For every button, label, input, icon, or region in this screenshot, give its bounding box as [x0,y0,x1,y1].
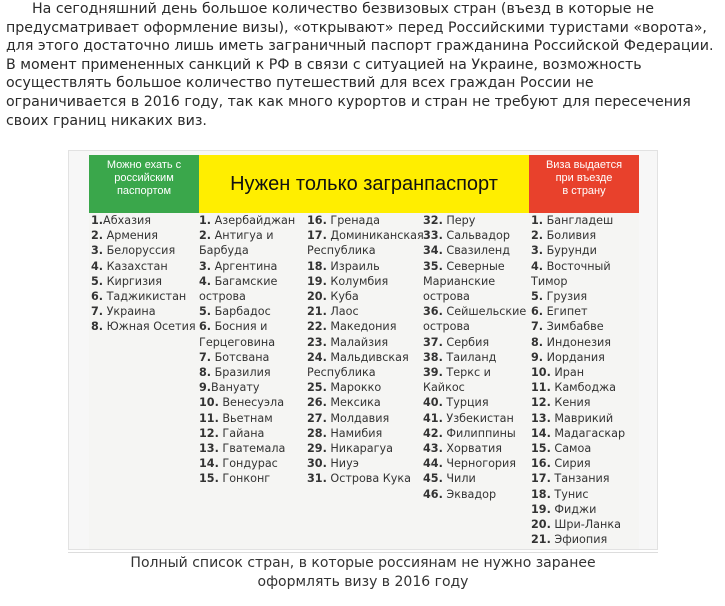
country-name: Перу [442,214,476,227]
country-list-item [307,335,424,350]
country-name: Черногория [442,457,517,471]
country-list-item [423,365,526,380]
country-number: 15. [531,442,551,456]
country-list-item [423,471,526,486]
country-number: 7. [531,320,544,334]
country-name: Таиланд [442,350,497,364]
country-number: 32. [423,214,443,227]
country-number: 11. [199,411,219,425]
country-list-item [531,532,625,547]
country-name: Доминиканская [326,229,424,243]
country-list-item [423,289,526,304]
column-visa-on-arrival [531,213,625,547]
country-number: 39. [423,366,443,380]
country-name: Мексика [326,396,381,410]
country-list-item [531,426,625,441]
country-name: Бангладеш [543,214,614,227]
country-name: Чили [442,472,476,486]
country-number: 18. [307,259,327,273]
country-list-item [307,213,424,228]
country-list-item [531,365,625,380]
country-list-item [307,274,424,289]
country-number: 44. [423,457,443,471]
country-number: 5. [91,274,104,288]
intro-line: своих границ никаких виз. [6,112,207,129]
country-number: 42. [423,426,443,440]
country-name: Республика [307,244,376,258]
country-list-item [307,243,424,258]
country-name: Украина [103,305,156,319]
country-list-item [423,350,526,365]
country-name: Азербайджан [211,214,296,227]
country-number: 5. [199,305,212,319]
country-number: 31. [307,472,327,486]
country-number: 7. [91,305,104,319]
country-list-item [423,380,526,395]
image-caption [68,554,658,592]
country-name: Гайана [218,426,265,440]
country-number: 1. [531,214,544,227]
country-list-item [307,380,424,395]
country-number: 13. [531,411,551,425]
country-list-item [423,274,526,289]
country-list-item [531,304,625,319]
country-number: 22. [307,320,327,334]
country-list-item [199,243,295,258]
country-list-item [199,456,295,471]
country-number: 10. [531,366,551,380]
country-name: Сейшельские [442,305,527,319]
country-name: Египет [543,305,588,319]
country-number: 41. [423,411,443,425]
country-list-item [199,259,295,274]
country-name: Сальвадор [442,229,510,243]
country-number: 13. [199,442,219,456]
country-list-item [423,411,526,426]
header-passport-only [199,155,529,213]
column-passport-1 [199,213,295,487]
country-number: 18. [531,487,551,501]
country-name: Марианские [423,274,496,288]
country-number: 40. [423,396,443,410]
country-list-item [423,228,526,243]
country-list-item [307,456,424,471]
country-number: 16. [307,214,327,227]
country-number: 12. [199,426,219,440]
country-number: 4. [199,274,212,288]
country-list-item [531,350,625,365]
country-list-item [423,304,526,319]
country-list-item [307,441,424,456]
country-number: 19. [531,502,551,516]
country-list-item [307,259,424,274]
country-number: 8. [531,335,544,349]
country-number: 3. [531,244,544,258]
country-name: Танзания [550,472,610,486]
country-name: Свазиленд [442,244,510,258]
country-list-item [199,471,295,486]
intro-line: предусматривает оформление визы), «открывают» перед Российскими туристами «ворота», [6,19,707,36]
country-name: Барбуда [199,244,249,258]
country-number: 6. [531,305,544,319]
country-list-item [199,335,295,350]
country-name: Боливия [543,229,597,243]
country-list-item [531,274,625,289]
column-no-passport [91,213,196,335]
country-name: Венесуэла [218,396,285,410]
country-name: Камбоджа [550,381,617,395]
country-list-item [423,456,526,471]
country-name: Никарагуа [326,442,393,456]
country-number: 14. [531,426,551,440]
country-list-item [91,274,196,289]
country-number: 33. [423,229,443,243]
country-name: Сирия [550,457,591,471]
country-number: 21. [307,305,327,319]
country-name: Гонконг [218,472,271,486]
country-list-item [91,319,196,334]
header-yellow-text: Нужен только загранпаспорт [230,173,498,195]
country-number: 15. [199,472,219,486]
country-name: Эфиопия [550,533,608,547]
country-number: 11. [531,381,551,395]
country-list-item [531,243,625,258]
country-name: Шри-Ланка [550,518,621,532]
country-name: Филиппины [442,426,516,440]
country-name: Таджикистан [103,290,187,304]
country-name: острова [423,320,470,334]
country-name: Самоа [550,442,592,456]
country-list-item [531,411,625,426]
country-list-item [531,502,625,517]
country-list-item [423,395,526,410]
country-name: Зимбабве [543,320,604,334]
country-name: Южная Осетия [103,320,196,334]
intro-line: ограничивается в 2016 году, так как много курортов и стран не требуют для пересечения [6,93,691,110]
country-name: Индонезия [543,335,612,349]
country-number: 38. [423,350,443,364]
country-number: 3. [91,244,104,258]
country-list-item [199,365,295,380]
country-list-item [531,441,625,456]
country-name: Багамские [211,274,278,288]
country-name: Фиджи [550,502,597,516]
country-name: Македония [326,320,397,334]
country-name: Турция [442,396,489,410]
country-number: 20. [307,290,327,304]
country-number: 12. [531,396,551,410]
country-name: Намибия [326,426,383,440]
country-name: Восточный [543,259,611,273]
country-list-item [531,289,625,304]
country-number: 1. [199,214,212,227]
country-name: Кайкос [423,381,465,395]
country-number: 27. [307,411,327,425]
country-number: 24. [307,350,327,364]
country-list-item [199,274,295,289]
country-number: 45. [423,472,443,486]
country-list-item [531,395,625,410]
country-number: 9. [531,350,544,364]
country-list-item [91,243,196,258]
country-name: Кения [550,396,591,410]
country-list-item [423,487,526,502]
country-name: Куба [326,290,359,304]
header-red-line: в страну [562,185,606,197]
caption-line: оформлять визу в 2016 году [257,574,469,590]
country-number: 30. [307,457,327,471]
country-name: Тимор [531,274,568,288]
country-name: Тунис [550,487,589,501]
country-name: Ботсвана [211,350,270,364]
country-number: 7. [199,350,212,364]
country-list-item [531,471,625,486]
country-list-item [423,441,526,456]
intro-line: для этого достаточно лишь иметь заграничный паспорт гражданина Российской Федерации. [6,38,714,55]
country-list-item [531,259,625,274]
country-list-item [199,228,295,243]
country-list-item [531,456,625,471]
country-name: Марокко [326,381,382,395]
country-list-item [531,319,625,334]
country-list-item [307,411,424,426]
country-name: Ниуэ [326,457,359,471]
country-list-item [199,289,295,304]
country-name: острова [199,290,246,304]
country-list-item [91,213,196,228]
country-number: 26. [307,396,327,410]
country-name: Гватемала [218,442,286,456]
country-list-item [423,213,526,228]
country-number: 19. [307,274,327,288]
country-name: Бразилия [211,366,271,380]
country-number: 43. [423,442,443,456]
country-name: Теркс и [442,366,491,380]
country-name: Армения [103,229,158,243]
country-number: 37. [423,335,443,349]
country-number: 21. [531,533,551,547]
country-list-item [531,213,625,228]
intro-paragraph [6,0,720,130]
country-list-item [531,335,625,350]
country-list-item [199,426,295,441]
country-number: 29. [307,442,327,456]
country-name: Барбадос [211,305,271,319]
country-list-item [199,304,295,319]
country-name: Бурунди [543,244,597,258]
country-name: Белоруссия [103,244,176,258]
country-number: 8. [91,320,104,334]
country-list-item [199,319,295,334]
country-name: Мадагаскар [550,426,626,440]
country-name: Иордания [543,350,605,364]
country-list-item [91,289,196,304]
country-number: 28. [307,426,327,440]
country-number: 2. [199,229,212,243]
country-list-item [307,304,424,319]
country-name: Вьетнам [218,411,273,425]
country-number: 3. [199,259,212,273]
country-name: Колумбия [326,274,389,288]
visa-table-image [68,150,658,550]
country-number: 8. [199,366,212,380]
country-name: Северные [442,259,505,273]
header-no-passport-needed [89,155,199,213]
column-passport-3 [423,213,526,502]
country-list-item [307,289,424,304]
country-list-item [199,395,295,410]
country-name: Эквадор [442,487,497,501]
visa-table [89,155,639,549]
country-name: Гондурас [218,457,278,471]
country-name: Малайзия [326,335,389,349]
country-name: Герцеговина [199,335,276,349]
country-name: Босния и [211,320,268,334]
country-list-item [307,228,424,243]
country-name: Гренада [326,214,380,227]
country-number: 20. [531,518,551,532]
country-number: 25. [307,381,327,395]
country-list-item [423,319,526,334]
country-number: 14. [199,457,219,471]
country-list-item [423,259,526,274]
country-number: 1. [91,214,104,227]
country-list-item [91,259,196,274]
header-green-line: паспортом [116,185,172,197]
country-list-item [307,471,424,486]
header-red-line: Виза выдается [545,159,623,171]
country-list-item [199,350,295,365]
intro-line: На сегодняшний день большое количество безвизовых стран (въезд в которые не [32,1,654,17]
country-name: Хорватия [442,442,502,456]
country-list-item [199,213,295,228]
country-list-item [91,228,196,243]
country-list-item [307,319,424,334]
country-name: острова [423,290,470,304]
country-list-item [531,380,625,395]
country-number: 23. [307,335,327,349]
country-name: Лаос [326,305,359,319]
country-name: Острова Кука [326,472,411,486]
country-list-item [91,304,196,319]
country-list-item [199,441,295,456]
country-number: 17. [531,472,551,486]
country-list-item [531,487,625,502]
country-name: Маврикий [550,411,614,425]
intro-line: В момент примененных санкций к РФ в связи с ситуацией на Украине, возможность [6,56,642,73]
country-name: Абхазия [103,214,152,227]
country-list-item [423,243,526,258]
country-number: 17. [307,229,327,243]
country-number: 2. [531,229,544,243]
country-number: 9. [199,381,212,395]
country-list-item [423,335,526,350]
country-list-item [531,228,625,243]
country-name: Вануату [211,381,260,395]
caption-divider [68,552,658,553]
country-name: Казахстан [103,259,168,273]
header-green-line: российским [114,172,174,184]
column-passport-2 [307,213,424,487]
country-number: 4. [531,259,544,273]
country-list-item [199,380,295,395]
country-name: Израиль [326,259,380,273]
country-number: 6. [199,320,212,334]
intro-line: осуществлять большое количество путешествий для всех граждан России не [6,75,594,92]
country-number: 35. [423,259,443,273]
country-name: Сербия [442,335,490,349]
country-number: 10. [199,396,219,410]
country-list-item [199,411,295,426]
country-number: 16. [531,457,551,471]
country-name: Аргентина [211,259,278,273]
country-list-item [307,350,424,365]
country-name: Узбекистан [442,411,514,425]
country-name: Киргизия [103,274,163,288]
country-number: 34. [423,244,443,258]
country-list-item [423,426,526,441]
country-name: Антигуа и [211,229,274,243]
header-green-line: Можно ехать с [106,159,182,171]
country-name: Молдавия [326,411,390,425]
country-name: Грузия [543,290,588,304]
header-red-line: при въезде [555,172,613,184]
country-number: 5. [531,290,544,304]
country-number: 6. [91,290,104,304]
country-list-item [307,426,424,441]
country-number: 46. [423,487,443,501]
country-name: Республика [307,366,376,380]
country-list-item [307,395,424,410]
country-name: Мальдивская [326,350,409,364]
country-list-item [531,517,625,532]
country-number: 2. [91,229,104,243]
caption-line: Полный список стран, в которые россиянам не нужно заранее [130,555,596,571]
country-list-item [307,365,424,380]
country-name: Иран [550,366,585,380]
header-visa-on-arrival [529,155,639,213]
country-number: 4. [91,259,104,273]
country-number: 36. [423,305,443,319]
